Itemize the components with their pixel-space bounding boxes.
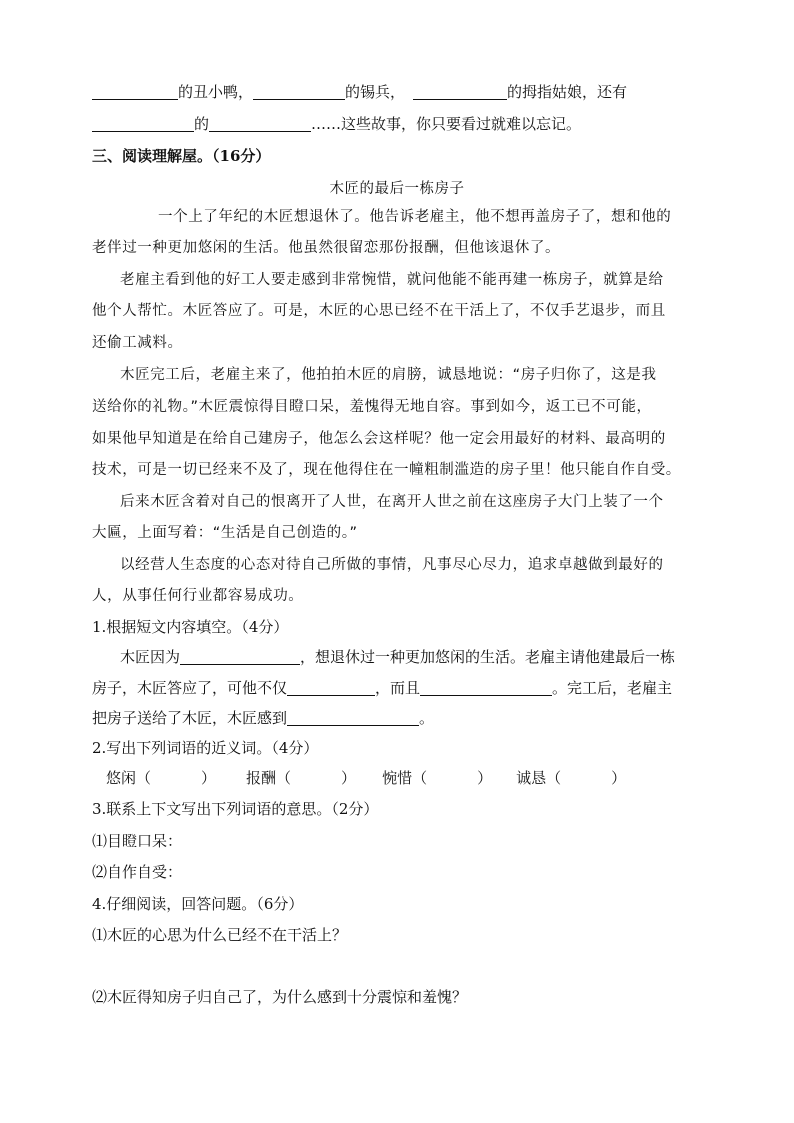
answer-blank[interactable]: [180, 648, 300, 665]
question-4-item-b: ⑵木匠得知房子归自己了，为什么感到十分震惊和羞愧？: [92, 988, 468, 1006]
story-line: 人，从事任何行业都容易成功。: [92, 588, 304, 604]
story-fill-line-1: 的丑小鸭， 的锡兵， 的拇指姑娘，还有: [92, 82, 627, 102]
answer-blank[interactable]: [420, 679, 552, 696]
question-4-item-a: ⑴木匠的心思为什么已经不在干活上？: [92, 926, 348, 944]
question-3-item-a: ⑴目瞪口呆：: [92, 832, 183, 850]
story-fill-line-2: 的 ……这些故事，你只要看过就难以忘记。: [92, 114, 581, 134]
question-1-line-1: 木匠因为 ，想退休过一种更加悠闲的生活。老雇主请他建最后一栋: [120, 648, 676, 666]
question-1-line-2: 房子，木匠答应了，可他不仅 ，而且 。完工后，老雇主: [92, 679, 673, 697]
question-1-heading: 1.根据短文内容填空。（4分）: [92, 618, 289, 636]
story-line: 他个人帮忙。木匠答应了。可是，木匠的心思已经不在干活上了，不仅手艺退步，而且: [92, 303, 666, 319]
story-line: 木匠完工后，老雇主来了，他拍拍木匠的肩膀，诚恳地说：“房子归你了，这是我: [120, 367, 657, 383]
story-line: 如果他早知道是在给自己建房子，他怎么会这样呢？他一定会用最好的材料、最高明的: [92, 431, 666, 447]
story-line: 还偷工减料。: [92, 335, 183, 351]
synonym-item[interactable]: 悠闲（ ）: [106, 769, 217, 787]
synonym-item[interactable]: 惋惜（ ）: [382, 769, 493, 787]
section-heading: 三、阅读理解屋。（16分）: [92, 147, 271, 165]
question-2-words: [106, 768, 626, 788]
question-3-heading: 3.联系上下文写出下列词语的意思。（2分）: [92, 800, 379, 818]
answer-blank[interactable]: [92, 115, 194, 132]
synonym-item[interactable]: 诚恳（ ）: [516, 769, 627, 787]
synonym-item[interactable]: 报酬（ ）: [246, 769, 357, 787]
answer-blank[interactable]: [287, 709, 419, 726]
story-line: 老伴过一种更加悠闲的生活。他虽然很留恋那份报酬，但他该退休了。: [92, 240, 561, 256]
answer-blank[interactable]: [413, 83, 507, 100]
answer-blank[interactable]: [209, 115, 311, 132]
story-line: 大匾，上面写着：“生活是自己创造的。”: [92, 525, 358, 541]
question-1-line-3: 把房子送给了木匠，木匠感到 。: [92, 709, 435, 727]
story-line: 老雇主看到他的好工人要走感到非常惋惜，就问他能不能再建一栋房子，就算是给: [120, 272, 664, 288]
story-line: 技术，可是一切已经来不及了，现在他得住在一幢粗制滥造的房子里！他只能自作自受。: [92, 462, 681, 478]
story-line: 送给你的礼物。”木匠震惊得目瞪口呆，羞愧得无地自容。事到如今，返工已不可能，: [92, 399, 652, 415]
question-4-heading: 4.仔细阅读，回答问题。（6分）: [92, 895, 304, 913]
question-3-item-b: ⑵自作自受：: [92, 863, 183, 881]
story-line: 一个上了年纪的木匠想退休了。他告诉老雇主，他不想再盖房子了，想和他的: [158, 209, 672, 225]
answer-blank[interactable]: [253, 83, 345, 100]
story-line: 后来木匠含着对自己的恨离开了人世，在离开人世之前在这座房子大门上装了一个: [120, 494, 664, 510]
story-title: 木匠的最后一栋房子: [329, 181, 465, 197]
question-2-heading: 2.写出下列词语的近义词。（4分）: [92, 739, 319, 757]
answer-blank[interactable]: [92, 83, 178, 100]
answer-blank[interactable]: [287, 679, 375, 696]
story-line: 以经营人生态度的心态对待自己所做的事情，凡事尽心尽力，追求卓越做到最好的: [120, 557, 664, 573]
